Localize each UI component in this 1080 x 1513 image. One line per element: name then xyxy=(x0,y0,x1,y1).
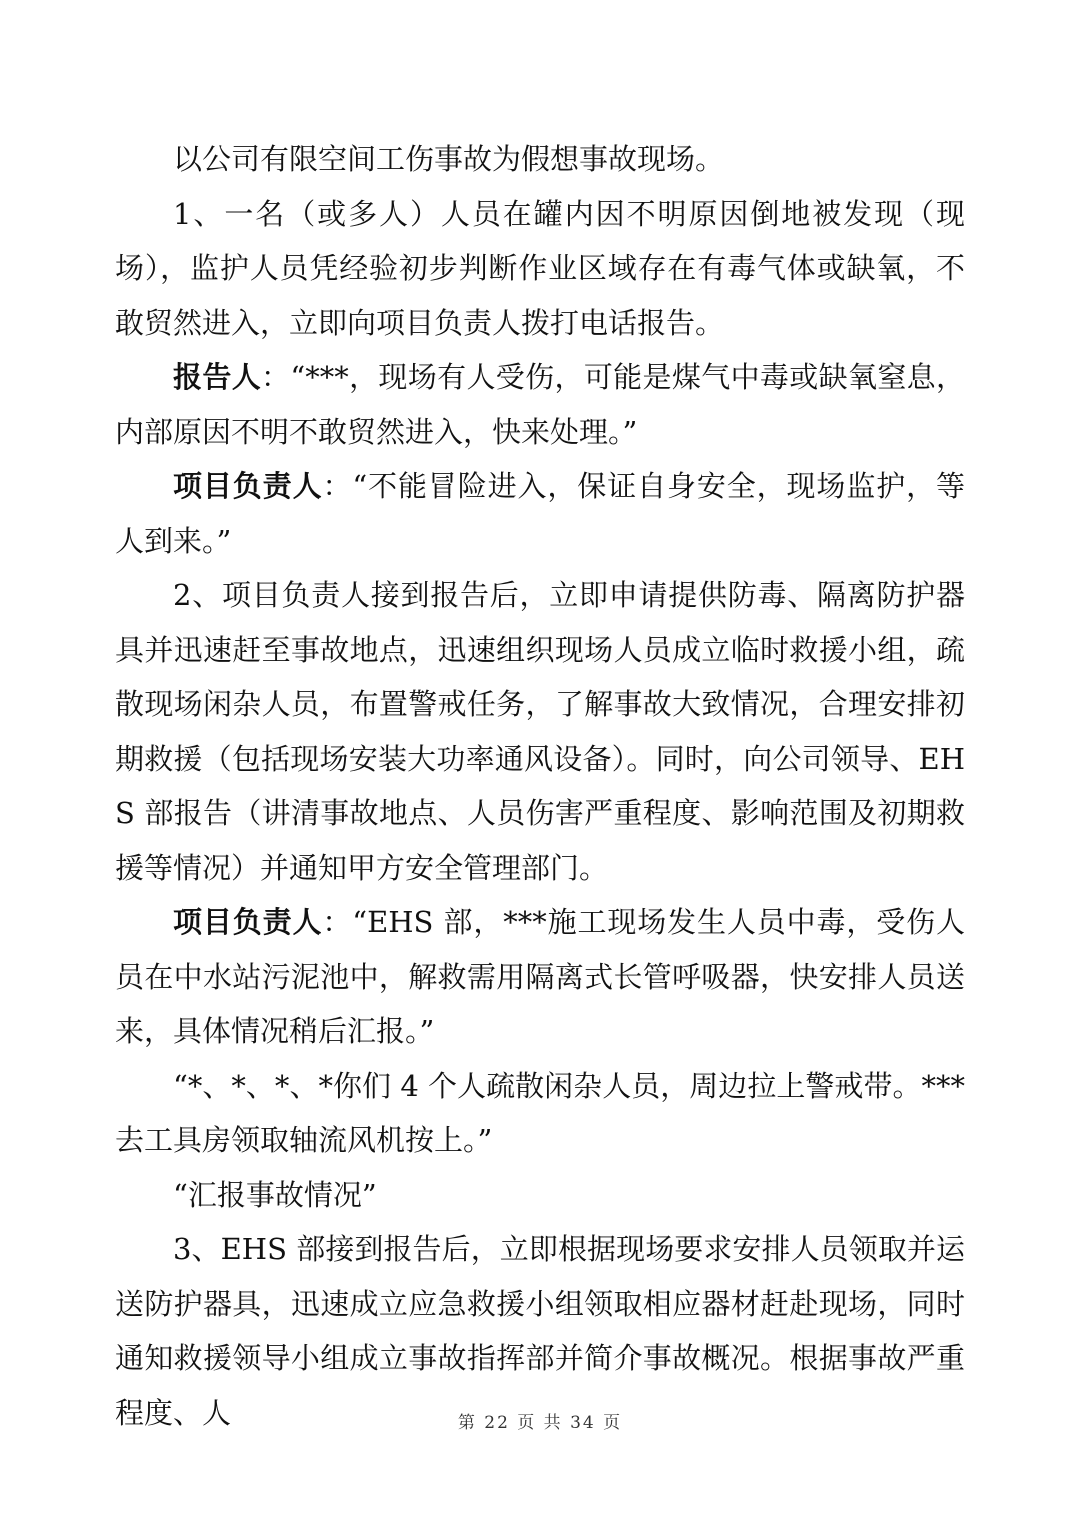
dialogue-instructions xyxy=(115,1059,965,1168)
dialogue-project-lead-1 xyxy=(115,459,965,568)
paragraph-text: 2、项目负责人接到报告后，立即申请提供防毒、隔离防护器具并迅速赶至事故地点，迅速组织现场人员成立临时救援小组，疏散现场闲杂人员，布置警戒任务，了解事故大致情况，合理安排初期救援（包括现场安装大功率通风设备）。同时，向公司领导、EHS 部报告（讲清事故地点、人员伤害严重程度、影响范围及初期救援等情况）并通知甲方安全管理部门。 xyxy=(115,578,965,885)
dialogue-text: ：“EHS 部，***施工现场发生人员中毒，受伤人员在中水站污泥池中，解救需用隔离式长管呼吸器，快安排人员送来，具体情况稍后汇报。” xyxy=(115,905,965,1048)
paragraph-text: 以公司有限空间工伤事故为假想事故现场。 xyxy=(173,142,725,176)
speaker-label: 项目负责人 xyxy=(173,905,323,939)
paragraph-step-2 xyxy=(115,568,965,895)
dialogue-text: “*、*、*、*你们 4 个人疏散闲杂人员，周边拉上警戒带。***去工具房领取轴流风机按上。” xyxy=(115,1068,965,1157)
dialogue-text: ：“不能冒险进入，保证自身安全，现场监护，等人到来。” xyxy=(115,469,965,558)
dialogue-project-lead-2 xyxy=(115,895,965,1059)
dialogue-text: ：“***，现场有人受伤，可能是煤气中毒或缺氧窒息，内部原因不明不敢贸然进入，快来处理。” xyxy=(115,360,965,449)
dialogue-reporter xyxy=(115,350,965,459)
paragraph-text: 3、EHS 部接到报告后，立即根据现场要求安排人员领取并运送防护器具，迅速成立应急救援小组领取相应器材赶赴现场，同时通知救援领导小组成立事故指挥部并简介事故概况。根据事故严重程度、人 xyxy=(115,1232,965,1430)
document-body xyxy=(115,132,965,1440)
dialogue-text: “汇报事故情况” xyxy=(173,1177,377,1212)
dialogue-report-request xyxy=(115,1168,965,1223)
paragraph-intro xyxy=(115,132,965,187)
page-footer: 第 22 页 共 34 页 xyxy=(457,1413,623,1433)
speaker-label: 报告人 xyxy=(173,360,262,394)
paragraph-text: 1、一名（或多人）人员在罐内因不明原因倒地被发现（现场），监护人员凭经验初步判断作业区域存在有毒气体或缺氧，不敢贸然进入，立即向项目负责人拨打电话报告。 xyxy=(115,196,965,340)
speaker-label: 项目负责人 xyxy=(173,469,323,503)
paragraph-step-1 xyxy=(115,187,965,351)
